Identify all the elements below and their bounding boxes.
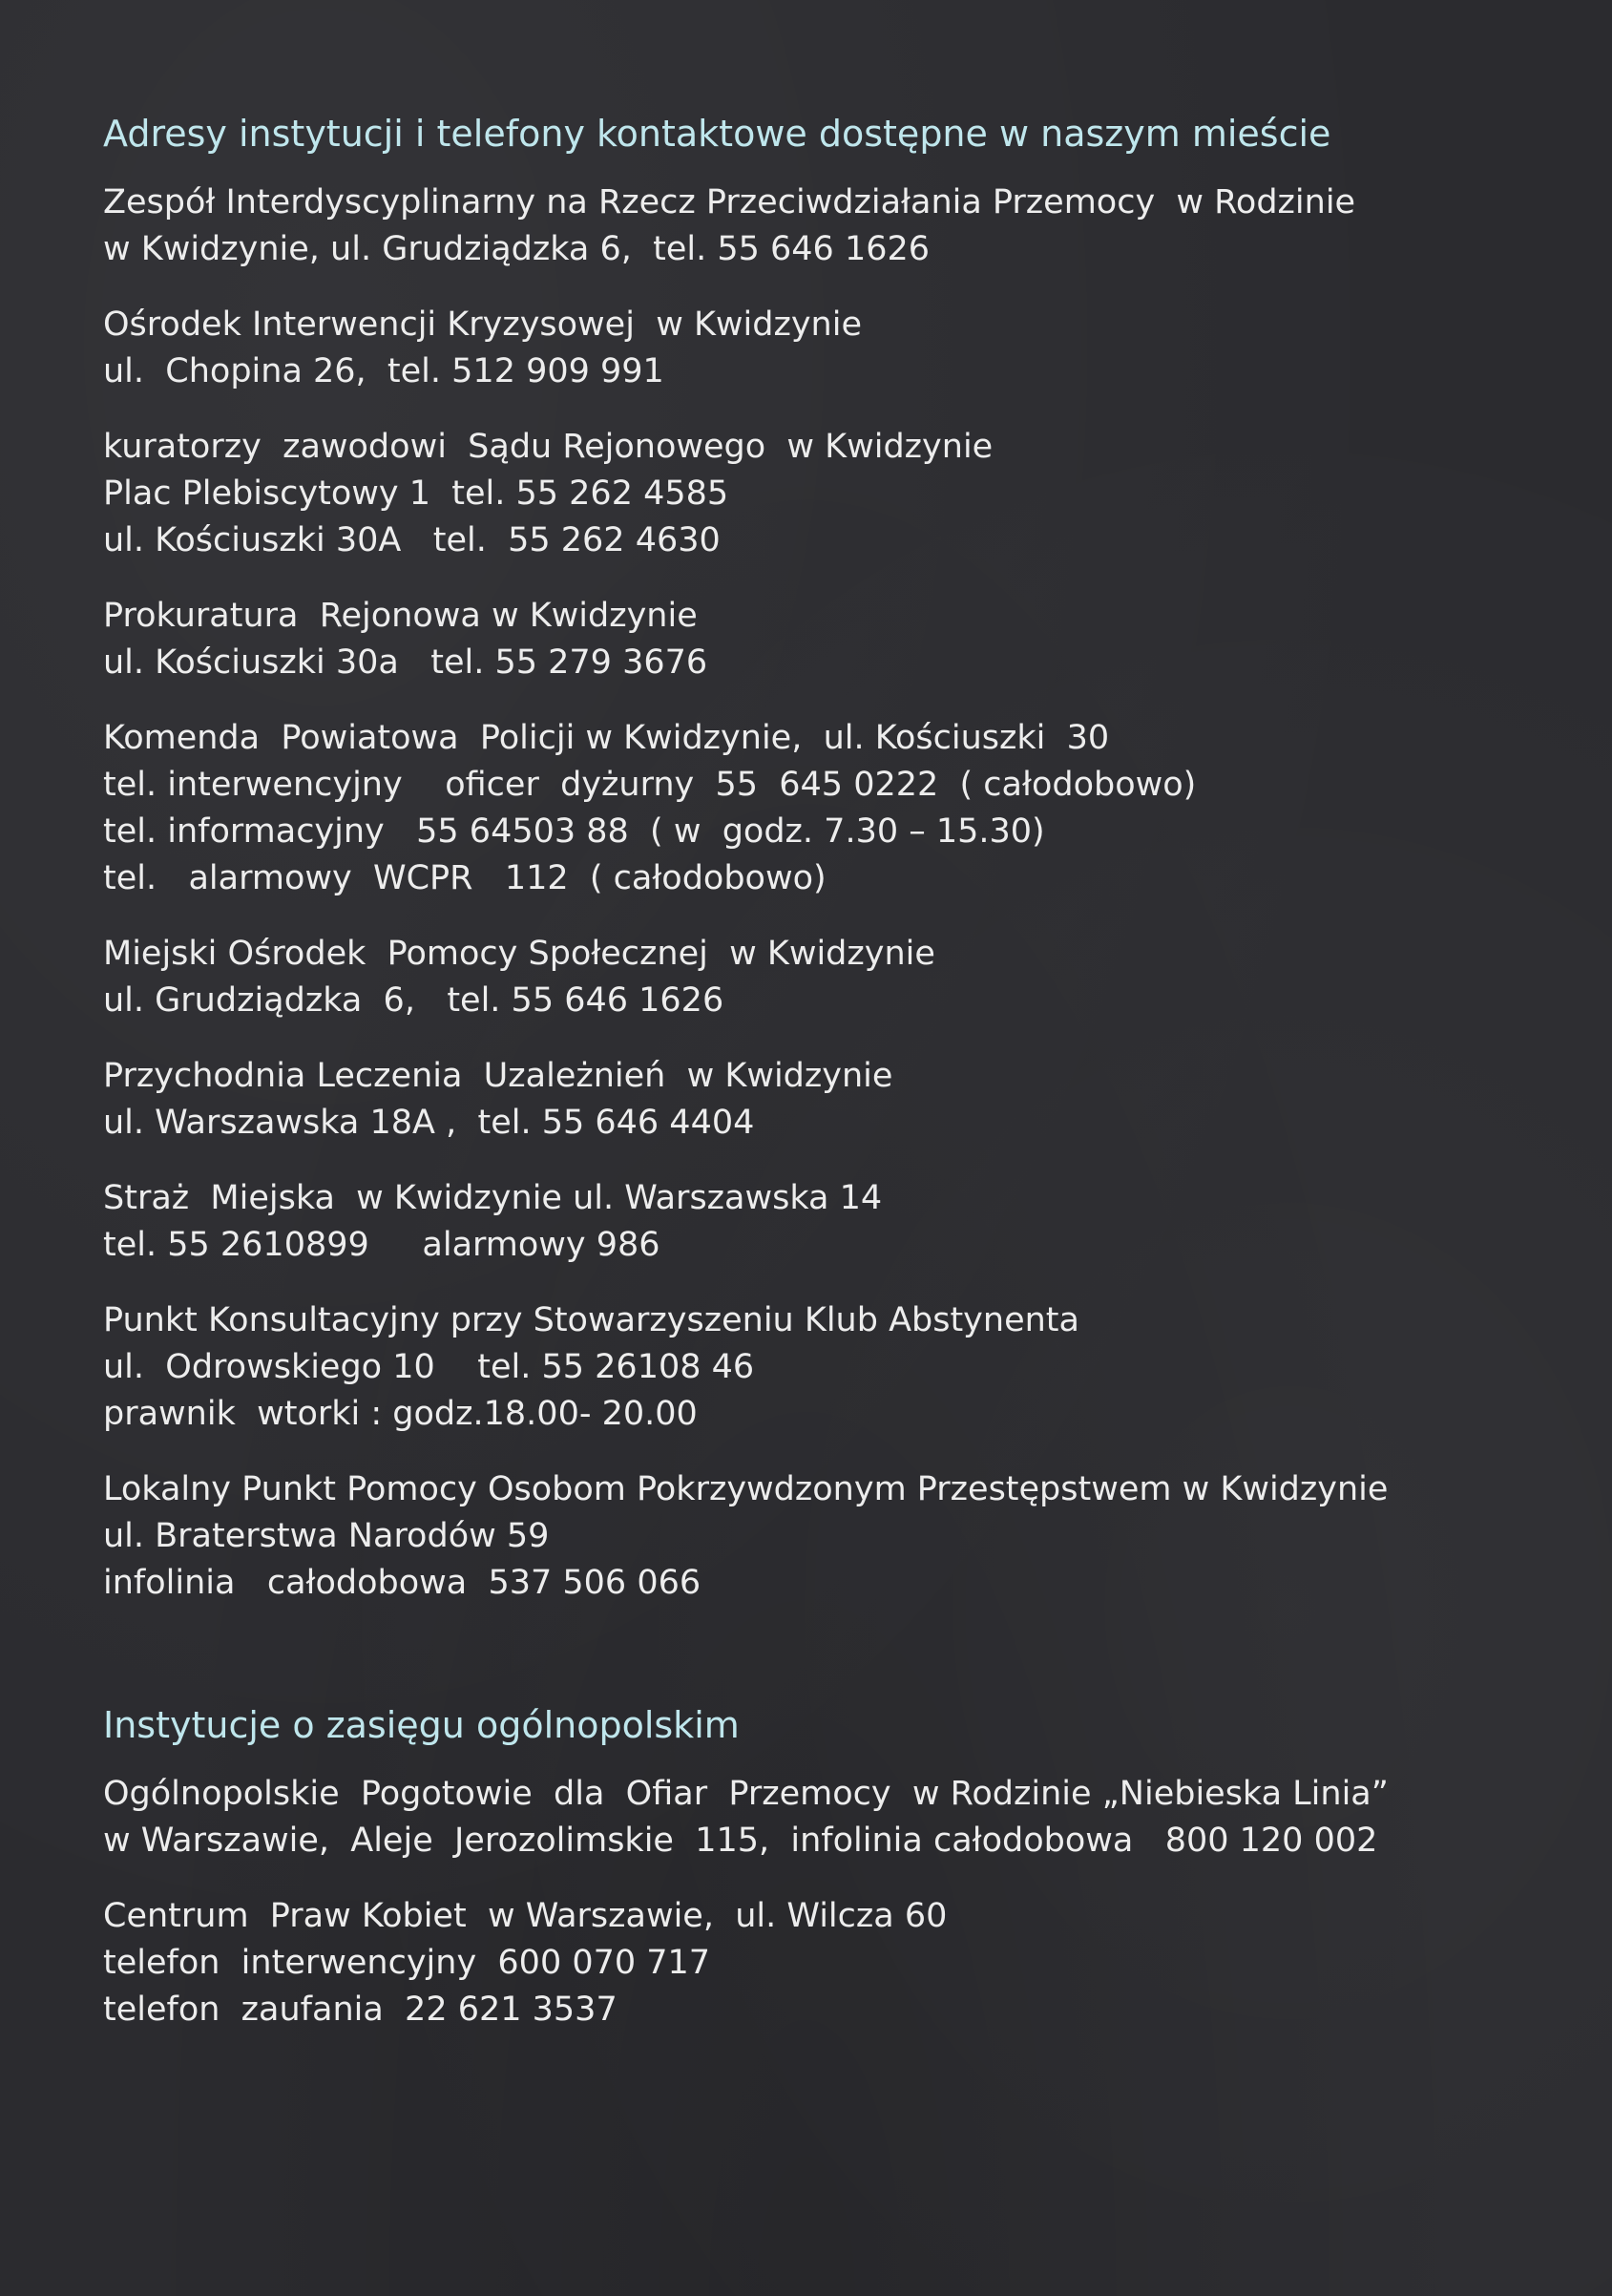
entry-line: prawnik wtorki : godz.18.00- 20.00 <box>103 1395 698 1433</box>
entry-line: ul. Chopina 26, tel. 512 909 991 <box>103 352 664 390</box>
entry-mops <box>103 931 1555 1024</box>
entry-line: Ogólnopolskie Pogotowie dla Ofiar Przemocy w Rodzinie „Niebieska Linia” <box>103 1775 1389 1813</box>
entry-przychodnia <box>103 1053 1555 1147</box>
entry-line: w Kwidzynie, ul. Grudziądzka 6, tel. 55 646 1626 <box>103 230 931 268</box>
entry-kuratorzy <box>103 424 1555 564</box>
local-institutions-heading: Adresy instytucji i telefony kontaktowe dostępne w naszym mieście <box>103 113 1331 155</box>
entry-line: tel. informacyjny 55 64503 88 ( w godz. 7.30 – 15.30) <box>103 812 1045 851</box>
entry-niebieska-linia <box>103 1771 1555 1864</box>
entry-line: Punkt Konsultacyjny przy Stowarzyszeniu Klub Abstynenta <box>103 1301 1079 1339</box>
entry-line: telefon interwencyjny 600 070 717 <box>103 1944 711 1982</box>
entry-line: ul. Odrowskiego 10 tel. 55 26108 46 <box>103 1348 755 1386</box>
entry-line: ul. Kościuszki 30a tel. 55 279 3676 <box>103 643 708 682</box>
entry-line: infolinia całodobowa 537 506 066 <box>103 1564 701 1602</box>
national-institutions-list <box>103 1771 1555 2033</box>
entry-line: Ośrodek Interwencji Kryzysowej w Kwidzynie <box>103 305 862 344</box>
entry-line: kuratorzy zawodowi Sądu Rejonowego w Kwidzynie <box>103 428 994 466</box>
entry-lokalny-punkt-pomocy <box>103 1466 1555 1607</box>
entry-line: Komenda Powiatowa Policji w Kwidzynie, ul. Kościuszki 30 <box>103 719 1110 757</box>
entry-line: tel. alarmowy WCPR 112 ( całodobowo) <box>103 859 827 897</box>
entry-straz-miejska <box>103 1175 1555 1269</box>
entry-line: tel. 55 2610899 alarmowy 986 <box>103 1226 660 1264</box>
entry-line: tel. interwencyjny oficer dyżurny 55 645 0222 ( całodobowo) <box>103 766 1197 804</box>
entry-line: Prokuratura Rejonowa w Kwidzynie <box>103 597 698 635</box>
entry-punkt-konsultacyjny <box>103 1297 1555 1438</box>
entry-line: ul. Kościuszki 30A tel. 55 262 4630 <box>103 521 721 559</box>
entry-centrum-praw-kobiet <box>103 1893 1555 2033</box>
entry-line: telefon zaufania 22 621 3537 <box>103 1991 618 2029</box>
entry-zespol-interdyscyplinarny <box>103 179 1555 273</box>
entry-line: ul. Braterstwa Narodów 59 <box>103 1517 550 1555</box>
entry-line: Lokalny Punkt Pomocy Osobom Pokrzywdzonym Przestępstwem w Kwidzynie <box>103 1470 1389 1508</box>
entry-line: Centrum Praw Kobiet w Warszawie, ul. Wilcza 60 <box>103 1897 948 1935</box>
entry-prokuratura <box>103 593 1555 686</box>
entry-komenda-policji <box>103 715 1555 902</box>
entry-line: Przychodnia Leczenia Uzależnień w Kwidzynie <box>103 1057 893 1095</box>
entry-osrodek-interwencji <box>103 302 1555 395</box>
local-institutions-list <box>103 179 1555 1607</box>
entry-line: ul. Grudziądzka 6, tel. 55 646 1626 <box>103 981 724 1020</box>
national-institutions-heading: Instytucje o zasięgu ogólnopolskim <box>103 1704 740 1746</box>
entry-line: ul. Warszawska 18A , tel. 55 646 4404 <box>103 1104 755 1142</box>
entry-line: w Warszawie, Aleje Jerozolimskie 115, infolinia całodobowa 800 120 002 <box>103 1822 1378 1860</box>
entry-line: Plac Plebiscytowy 1 tel. 55 262 4585 <box>103 474 729 513</box>
entry-line: Miejski Ośrodek Pomocy Społecznej w Kwidzynie <box>103 935 935 973</box>
entry-line: Straż Miejska w Kwidzynie ul. Warszawska 14 <box>103 1179 883 1217</box>
entry-line: Zespół Interdyscyplinarny na Rzecz Przeciwdziałania Przemocy w Rodzinie <box>103 183 1356 221</box>
